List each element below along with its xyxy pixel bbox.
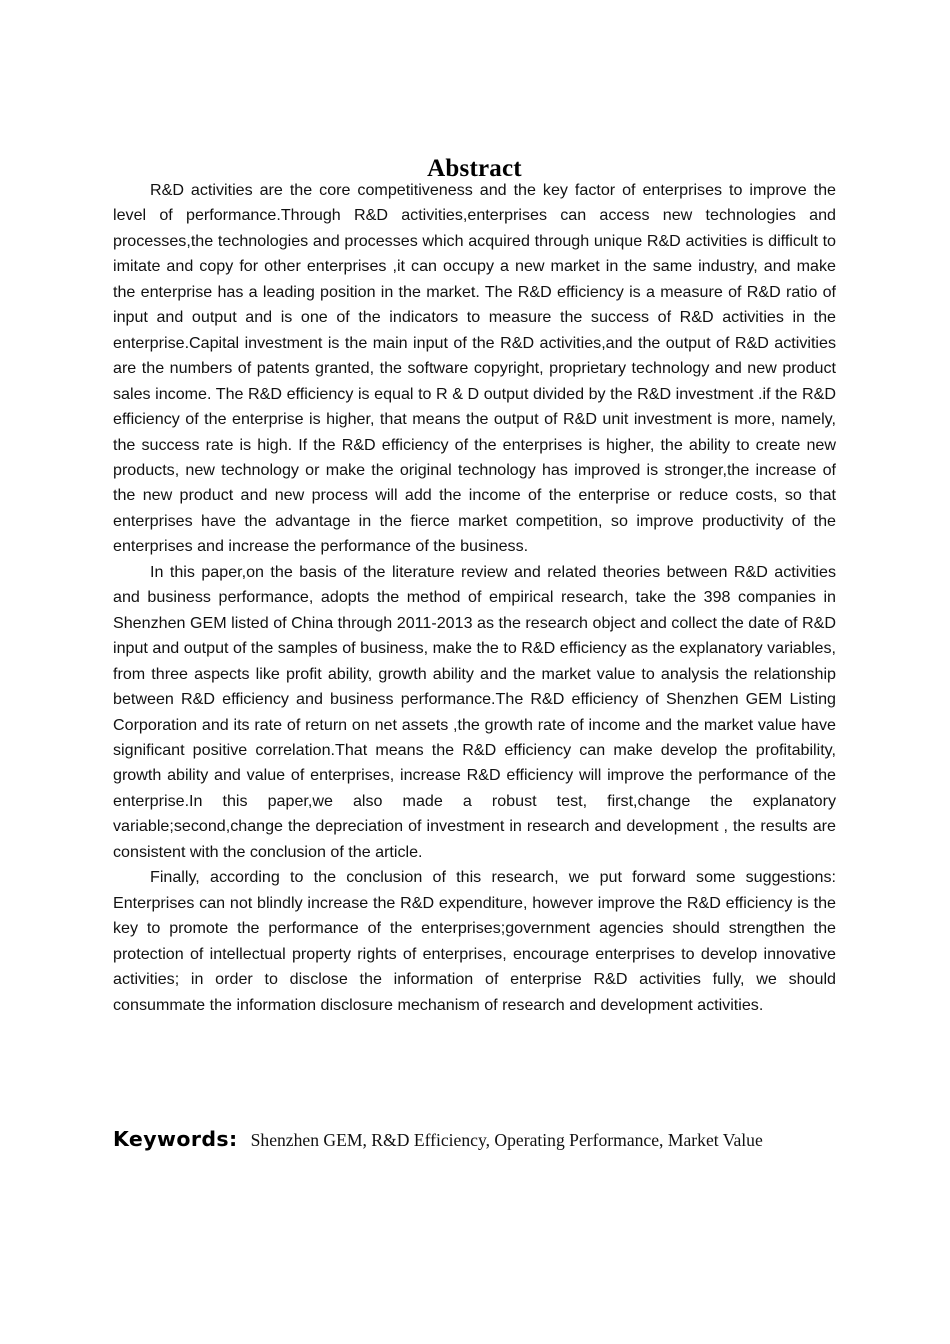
keywords-label: Keywords: (113, 1127, 238, 1151)
abstract-paragraph-1: R&D activities are the core competitiveness and the key factor of enterprises to improve the level of performance.Through R&D activities,enterprises can access new technologies and processes,the technologies and processes which acquired through unique R&D activities is difficult to imitate and copy for other enterprises ,it can occupy a new market in the same industry, and make the enterprise has a leading position in the market. The R&D efficiency is a measure of R&D ratio of input and output and is one of the indicators to measure the success of R&D activities in the enterprise.Capital investment is the main input of the R&D activities,and the output of R&D activities are the numbers of patents granted, the software copyright, proprietary technology and new product sales income. The R&D efficiency is equal to R & D output divided by the R&D investment .if the R&D efficiency of the enterprise is higher, that means the output of R&D unit investment is more, namely, the success rate is high. If the R&D efficiency of the enterprises is higher, the ability to create new products, new technology or make the original technology has improved is stronger,the increase of the new product and new process will add the income of the enterprise or reduce costs, so that enterprises have the advantage in the fierce market competition, so improve productivity of the enterprises and increase the performance of the business. (113, 181, 836, 556)
abstract-paragraph-2: In this paper,on the basis of the literature review and related theories between R&D activities and business performance, adopts the method of empirical research, take the 398 companies in Shenzhen GEM listed of China through 2011-2013 as the research object and collect the date of R&D input and output of the samples of business, make the to R&D efficiency as the explanatory variables, from three aspects like profit ability, growth ability and the market value to analysis the relationship between R&D efficiency and business performance.The R&D efficiency of Shenzhen GEM Listing Corporation and its rate of return on net assets ,the growth rate of income and the market value have significant positive correlation.That means the R&D efficiency can make develop the profitability, growth ability and value of enterprises, increase R&D efficiency will improve the performance of the enterprise.In this paper,we also made a robust test, first,change the explanatory variable;second,change the depreciation of investment in research and development , the results are consistent with the conclusion of the article. (113, 562, 836, 861)
keywords-values: Shenzhen GEM, R&D Efficiency, Operating Performance, Market Value (250, 1130, 763, 1150)
abstract-body (113, 178, 836, 1018)
keywords-row (113, 1126, 873, 1153)
page-title: Abstract (427, 154, 522, 182)
abstract-paragraph-3: Finally, according to the conclusion of this research, we put forward some suggestions: Enterprises can not blindly increase the R&D expenditure, however improve the R&D efficiency is the key to promote the performance of the enterprises;government agencies should strengthen the protection of intellectual property rights of enterprises, encourage enterprises to develop innovative activities; in order to disclose the information of enterprise R&D activities fully, we should consummate the information disclosure mechanism of research and development activities. (113, 868, 836, 1014)
